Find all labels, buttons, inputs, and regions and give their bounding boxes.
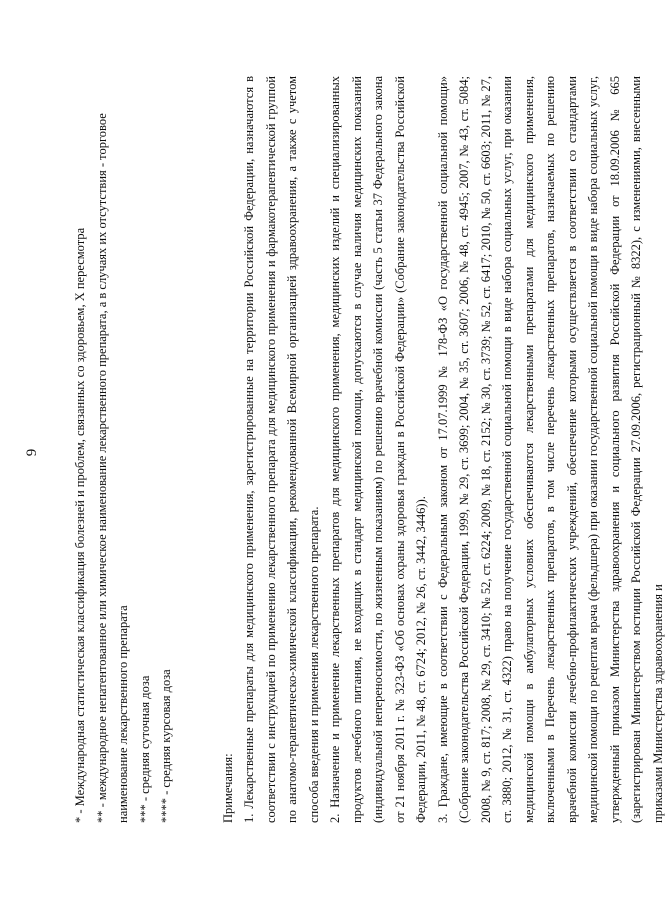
- note-2: 2. Назначение и применение лекарственных препаратов для медицинского применения, медицинских изделий и специализированных продуктов лечебного питания, не входящих в стандарт медицинской помощи, допускаются в случае наличия медицинских показаний (индивидуальной непереносимости, по жизненным показаниям) по решению врачебной комиссии (часть 5 статьи 37 Федерального закона от 21 ноября 2011 г. № 323-ФЗ «Об основах охраны здоровья граждан в Российской Федерации» (Собрание законодательства Российской Федерации, 2011, № 48, ст. 6724; 2012, № 26, ст. 3442, 3446)).: [328, 76, 428, 823]
- footnote-inn: ** - международное непатентованное или химическое наименование лекарственного препарата, а в случаях их отсутствия - торговое наименование лекарственного препарата: [94, 113, 130, 823]
- page-number: 9: [24, 448, 40, 457]
- note-1: 1. Лекарственные препараты для медицинского применения, зарегистрированные на территории Российской Федерации, назначаются в соответствии с инструкцией по применению лекарственного препарата для медицинского применения и фармакотерапевтической группой по анатомо-терапевтическо-химической классификации, рекомендованной Всемирной организацией здравоохранения, а также с учетом способа введения и применения лекарственного препарата.: [242, 76, 321, 823]
- footnote-icd: * - Международная статистическая классификация болезней и проблем, связанных со здоровьем, X пересмотра: [73, 227, 87, 823]
- footnote-daily-dose: *** - средняя суточная доза: [137, 675, 152, 823]
- footnote-course-dose: **** - средняя курсовая доза: [159, 669, 173, 823]
- note-3: 3. Граждане, имеющие в соответствии с Федеральным законом от 17.07.1999 № 178-ФЗ «О государственной социальной помощи» (Собрание законодательства Российской Федерации, 1999, № 29, ст. 3699; 2004, № 35, ст. 3607; 2006, № 48, ст. 4945; 2007, № 43, ст. 5084; 2008, № 9, ст. 817; 2008, № 29, ст. 3410; № 52, ст. 6224; 2009, № 18, ст. 2152; № 30, ст. 3739; № 52, ст. 6417; 2010, № 50, ст. 6603; 2011, № 27, ст. 3880; 2012, № 31, ст. 4322) право на получение государственной социальной помощи в виде набора социальных услуг, при оказании медицинской помощи в амбулаторных условиях обеспечиваются лекарственными препаратами для медицинского применения, включенными в Перечень лекарственных препаратов, в том числе перечень лекарственных препаратов, назначаемых по решению врачебной комиссии лечебно-профилактических учреждений, обеспечение которыми осуществляется в соответствии со стандартами медицинской помощи по рецептам врача (фельдшера) при оказании государственной социальной помощи в виде набора социальных услуг, утвержденный приказом Министерства здравоохранения и социального развития Российской Федерации от 18.09.2006 № 665 (зарегистрирован Министерством юстиции Российской Федерации 27.09.2006, регистрационный № 8322), с изменениями, внесенными приказами Министерства здравоохранения и: [435, 76, 665, 823]
- notes-title: Примечания:: [220, 753, 235, 823]
- notes-section: [218, 76, 669, 823]
- document-body: [70, 76, 669, 823]
